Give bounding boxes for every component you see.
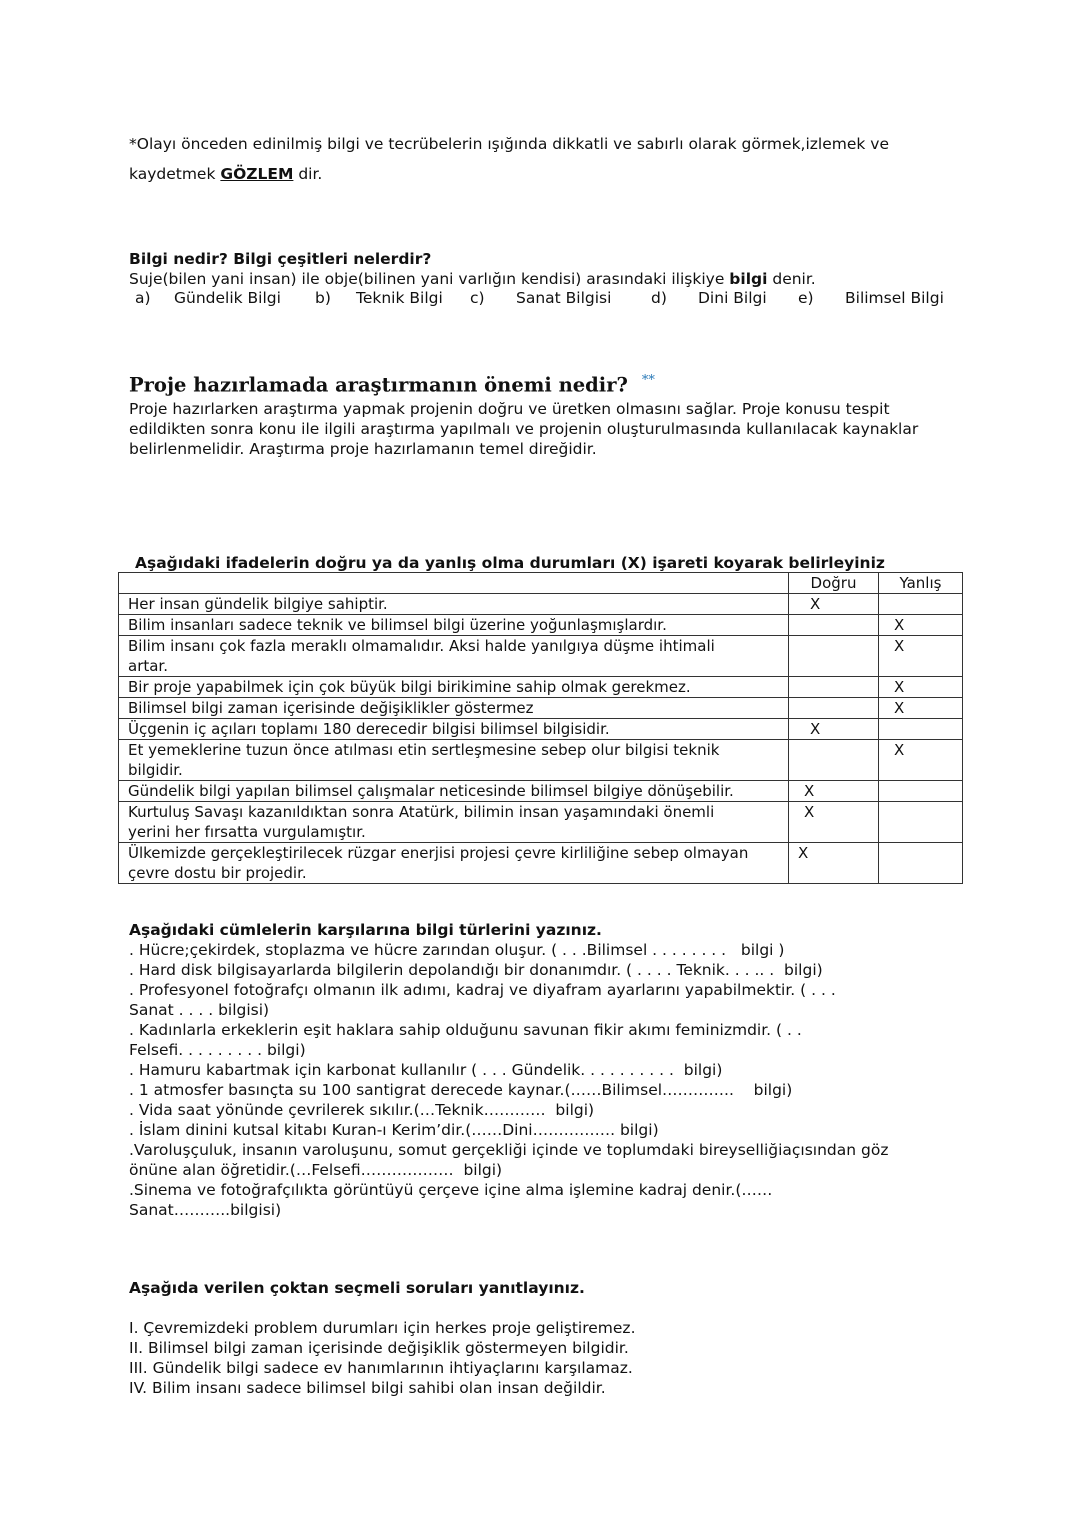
type-name: Bilimsel Bilgi	[845, 289, 944, 307]
observation-line-2-post: dir.	[293, 165, 323, 183]
statement-cell: Ülkemizde gerçekleştirilecek rüzgar enerjisi projesi çevre kirliliğine sebep olmayan çevre dostu bir projedir.	[119, 843, 789, 884]
false-mark-cell	[879, 843, 963, 884]
table-row	[119, 843, 963, 884]
type-name: Gündelik Bilgi	[174, 289, 281, 307]
true-mark-cell	[789, 636, 879, 677]
knowledge-definition-bold: bilgi	[729, 270, 768, 288]
type-letter: d)	[651, 289, 667, 307]
exercise-line: önüne alan öğretidir.(…Felsefi……………… bilgi)	[129, 1161, 503, 1179]
table-header-empty	[119, 573, 789, 594]
observation-line-2	[129, 159, 959, 189]
choice-item: IV. Bilim insanı sadece bilimsel bilgi sahibi olan insan değildir.	[129, 1379, 606, 1397]
true-mark-cell: X	[789, 781, 879, 802]
types-exercise-section	[129, 920, 969, 1220]
statement-cell: Et yemeklerine tuzun önce atılması etin sertleşmesine sebep olur bilgisi teknik bilgidir.	[119, 740, 789, 781]
choice-item: III. Gündelik bilgi sadece ev hanımlarının ihtiyaçlarını karşılamaz.	[129, 1359, 633, 1377]
true-mark-cell: X	[789, 802, 879, 843]
observation-definition	[129, 129, 959, 189]
project-heading	[129, 368, 959, 399]
project-section	[129, 368, 959, 459]
type-letter: c)	[470, 289, 485, 307]
statement-cell: Bilimsel bilgi zaman içerisinde değişiklikler göstermez	[119, 698, 789, 719]
type-letter: e)	[798, 289, 814, 307]
knowledge-definition-pre: Suje(bilen yani insan) ile obje(bilinen yani varlığın kendisi) arasındaki ilişkiye	[129, 270, 730, 288]
table-row	[119, 781, 963, 802]
project-stars: **	[641, 373, 655, 388]
exercise-line: . Hücre;çekirdek, stoplazma ve hücre zarından oluşur. ( . . .Bilimsel . . . . . . . . bilgi )	[129, 941, 785, 959]
table-row	[119, 802, 963, 843]
false-mark-cell	[879, 719, 963, 740]
exercise-line: Felsefi. . . . . . . . . bilgi)	[129, 1041, 306, 1059]
project-paragraph: Proje hazırlarken araştırma yapmak projenin doğru ve üretken olmasını sağlar. Proje konusu tespit edildikten sonra konu ile ilgili araştırma yapılmalı ve projenin oluşturulmasında kullanılacak kaynaklar belirlenmelidir. Araştırma proje hazırlamanın temel direğidir.	[129, 399, 919, 458]
statement-cell: Kurtuluş Savaşı kazanıldıktan sonra Atatürk, bilimin insan yaşamındaki önemli yerini her fırsatta vurgulamıştır.	[119, 802, 789, 843]
exercise-line: .Sinema ve fotoğrafçılıkta görüntüyü çerçeve içine alma işlemine kadraj denir.(……	[129, 1181, 773, 1199]
exercise-line: . Kadınlarla erkeklerin eşit haklara sahip olduğunu savunan fikir akımı feminizmdir. ( . .	[129, 1021, 802, 1039]
knowledge-definition	[129, 269, 959, 289]
knowledge-section	[129, 249, 959, 289]
true-false-heading: Aşağıdaki ifadelerin doğru ya da yanlış olma durumları (X) işareti koyarak belirleyiniz	[135, 554, 885, 572]
multiple-choice-section	[129, 1278, 959, 1398]
true-mark-cell: X	[789, 843, 879, 884]
exercise-line: . İslam dinini kutsal kitabı Kuran-ı Kerim’dir.(……Dini……………. bilgi)	[129, 1121, 659, 1139]
table-row	[119, 698, 963, 719]
true-mark-cell	[789, 740, 879, 781]
statement-cell: Bir proje yapabilmek için çok büyük bilgi birikimine sahip olmak gerekmez.	[119, 677, 789, 698]
table-row	[119, 594, 963, 615]
knowledge-definition-post: denir.	[767, 270, 816, 288]
knowledge-heading: Bilgi nedir? Bilgi çeşitleri nelerdir?	[129, 250, 432, 268]
table-row	[119, 615, 963, 636]
table-header-row	[119, 573, 963, 594]
statement-cell: Bilim insanı çok fazla meraklı olmamalıdır. Aksi halde yanılgıya düşme ihtimali artar.	[119, 636, 789, 677]
true-mark-cell	[789, 698, 879, 719]
false-mark-cell: X	[879, 698, 963, 719]
false-mark-cell	[879, 781, 963, 802]
type-letter: b)	[315, 289, 331, 307]
type-name: Dini Bilgi	[698, 289, 767, 307]
statement-cell: Bilim insanları sadece teknik ve bilimsel bilgi üzerine yoğunlaşmışlardır.	[119, 615, 789, 636]
types-exercise-heading: Aşağıdaki cümlelerin karşılarına bilgi türlerini yazınız.	[129, 921, 602, 939]
exercise-line: .Varoluşçuluk, insanın varoluşunu, somut gerçekliği içinde ve toplumdaki bireyselliğiaçısından göz	[129, 1141, 889, 1159]
exercise-line: . Hamuru kabartmak için karbonat kullanılır ( . . . Gündelik. . . . . . . . . . bilgi)	[129, 1061, 723, 1079]
spacer	[129, 1298, 959, 1318]
false-mark-cell	[879, 802, 963, 843]
type-name: Sanat Bilgisi	[516, 289, 612, 307]
false-mark-cell	[879, 594, 963, 615]
statement-cell: Üçgenin iç açıları toplamı 180 derecedir bilgisi bilimsel bilgisidir.	[119, 719, 789, 740]
observation-keyword: GÖZLEM	[220, 165, 294, 183]
exercise-line: . 1 atmosfer basınçta su 100 santigrat derecede kaynar.(……Bilimsel………….. bilgi)	[129, 1081, 793, 1099]
observation-line-1: *Olayı önceden edinilmiş bilgi ve tecrübelerin ışığında dikkatli ve sabırlı olarak görmek,izlemek ve	[129, 135, 889, 153]
false-mark-cell: X	[879, 677, 963, 698]
choice-item: II. Bilimsel bilgi zaman içerisinde değişiklik göstermeyen bilgidir.	[129, 1339, 629, 1357]
table-row	[119, 636, 963, 677]
table-row	[119, 740, 963, 781]
false-mark-cell: X	[879, 636, 963, 677]
type-name: Teknik Bilgi	[356, 289, 443, 307]
statement-cell: Gündelik bilgi yapılan bilimsel çalışmalar neticesinde bilimsel bilgiye dönüşebilir.	[119, 781, 789, 802]
exercise-line: Sanat………..bilgisi)	[129, 1201, 282, 1219]
exercise-line: . Profesyonel fotoğrafçı olmanın ilk adımı, kadraj ve diyafram ayarlarını yapabilmektir. ( . . .	[129, 981, 836, 999]
column-header-true: Doğru	[789, 573, 879, 594]
true-mark-cell	[789, 677, 879, 698]
knowledge-types-list	[135, 289, 965, 309]
multiple-choice-heading: Aşağıda verilen çoktan seçmeli soruları yanıtlayınız.	[129, 1279, 585, 1297]
exercise-line: . Hard disk bilgisayarlarda bilgilerin depolandığı bir donanımdır. ( . . . . Teknik. . . .. . bilgi)	[129, 961, 823, 979]
true-mark-cell	[789, 615, 879, 636]
project-heading-text: Proje hazırlamada araştırmanın önemi nedir?	[129, 373, 628, 397]
true-mark-cell: X	[789, 719, 879, 740]
column-header-false: Yanlış	[879, 573, 963, 594]
type-letter: a)	[135, 289, 151, 307]
table-row	[119, 677, 963, 698]
false-mark-cell: X	[879, 740, 963, 781]
choice-item: I. Çevremizdeki problem durumları için herkes proje geliştiremez.	[129, 1319, 636, 1337]
statement-cell: Her insan gündelik bilgiye sahiptir.	[119, 594, 789, 615]
exercise-line: . Vida saat yönünde çevrilerek sıkılır.(…Teknik………… bilgi)	[129, 1101, 595, 1119]
true-false-table	[118, 572, 963, 884]
true-mark-cell: X	[789, 594, 879, 615]
exercise-line: Sanat . . . . bilgisi)	[129, 1001, 270, 1019]
observation-line-2-pre: kaydetmek	[129, 165, 221, 183]
false-mark-cell: X	[879, 615, 963, 636]
table-row	[119, 719, 963, 740]
